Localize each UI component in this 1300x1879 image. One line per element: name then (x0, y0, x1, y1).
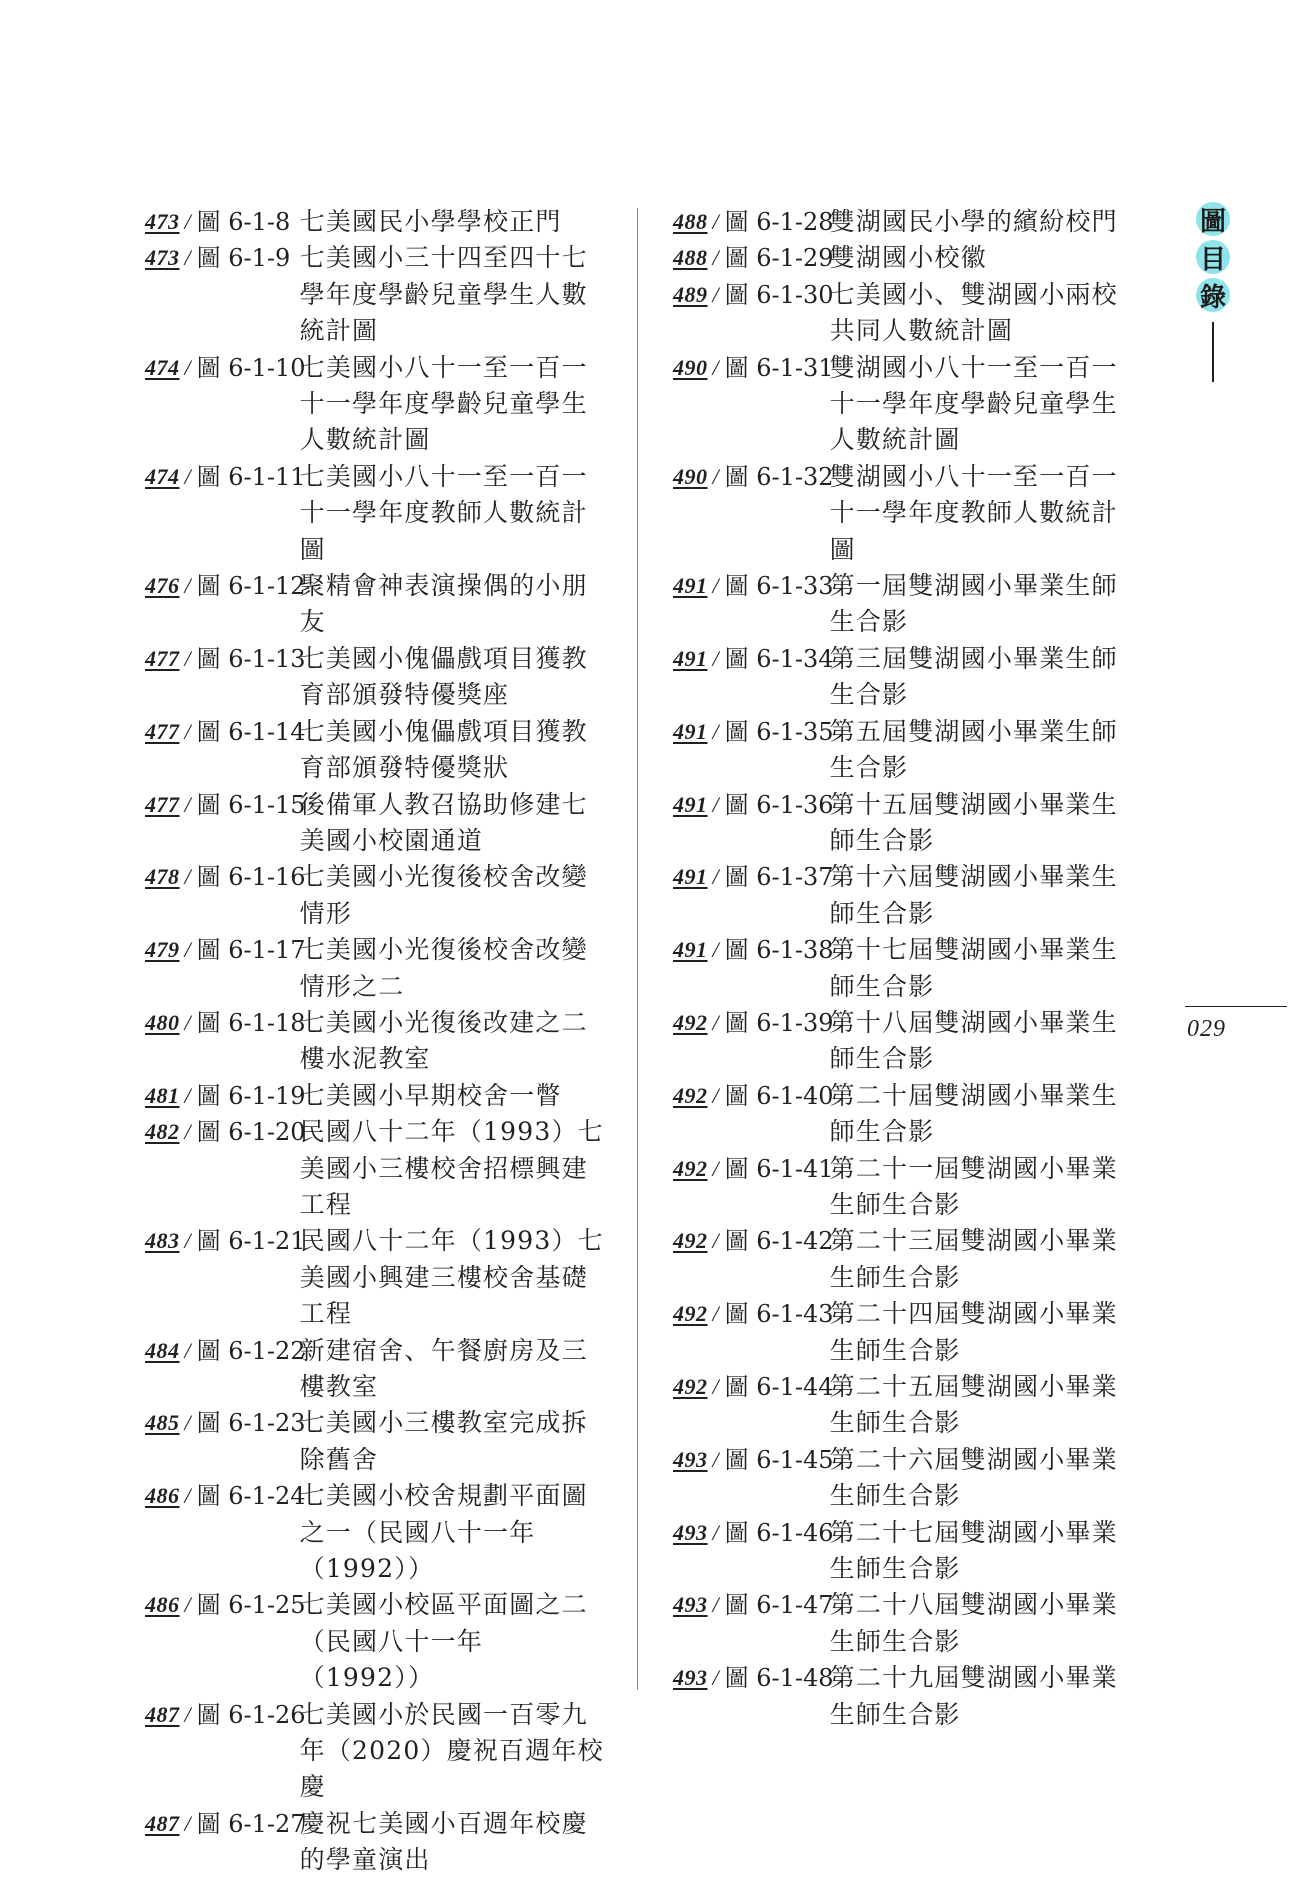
entry-figure-number: 圖 6-1-9 (196, 244, 291, 273)
entry-page-number[interactable]: 492 (673, 1301, 708, 1327)
entry-title: 七美國小傀儡戲項目獲教育部頒發特優獎狀 (299, 716, 588, 783)
toc-entry[interactable] (673, 240, 1143, 276)
entry-page-number[interactable]: 493 (673, 1519, 708, 1545)
entry-title: 第二十三屆雙湖國小畢業生師生合影 (829, 1226, 1118, 1292)
toc-entry[interactable] (673, 1369, 1143, 1442)
entry-page-number[interactable]: 477 (145, 791, 180, 817)
entry-page-number[interactable]: 492 (673, 1374, 708, 1399)
entry-separator: / (184, 1337, 191, 1363)
entry-separator: / (712, 1009, 719, 1035)
column-divider (637, 208, 638, 1690)
entry-separator: / (184, 573, 191, 599)
entry-separator: / (712, 1374, 719, 1399)
toc-column-right (673, 204, 1143, 1733)
entry-figure-number: 圖 6-1-26 (196, 1700, 306, 1729)
entry-separator: / (184, 718, 191, 744)
entry-figure-number: 圖 6-1-45 (724, 1445, 834, 1474)
entry-separator: / (184, 1701, 191, 1727)
entry-title: 七美國小早期校舍一瞥 (299, 1080, 562, 1110)
entry-separator: / (184, 791, 191, 817)
entry-separator: / (184, 864, 191, 890)
entry-title: 慶祝七美國小百週年校慶的學童演出 (299, 1808, 588, 1875)
entry-page-number[interactable]: 492 (673, 1009, 708, 1035)
side-title-char-2: 目 (1196, 240, 1230, 274)
entry-page-number[interactable]: 487 (145, 1701, 180, 1727)
entry-separator: / (184, 1592, 191, 1618)
entry-title: 第二十五屆雙湖國小畢業生師生合影 (829, 1372, 1118, 1438)
entry-separator: / (712, 1446, 719, 1472)
section-side-title (1195, 202, 1231, 382)
entry-separator: / (712, 864, 719, 890)
entry-title: 民國八十二年（1993）七美國小興建三樓校舍基礎工程 (299, 1226, 604, 1329)
entry-separator: / (712, 1082, 719, 1108)
toc-entry[interactable] (145, 1078, 605, 1114)
entry-separator: / (712, 573, 719, 599)
entry-page-number[interactable]: 477 (145, 645, 180, 671)
toc-entry[interactable] (145, 859, 605, 932)
entry-figure-number: 圖 6-1-25 (196, 1591, 306, 1620)
entry-separator: / (184, 1810, 191, 1836)
entry-separator: / (184, 1483, 191, 1509)
toc-entry[interactable] (145, 1333, 605, 1406)
entry-title: 第十七屆雙湖國小畢業生師生合影 (829, 935, 1118, 1001)
toc-entry[interactable] (673, 1515, 1143, 1588)
toc-entry[interactable] (673, 1078, 1143, 1151)
entry-page-number[interactable]: 493 (673, 1446, 708, 1472)
toc-entry[interactable] (673, 859, 1143, 932)
toc-entry[interactable] (673, 787, 1143, 860)
entry-title: 七美國小傀儡戲項目獲教育部頒發特優獎座 (299, 643, 588, 710)
entry-page-number[interactable]: 474 (145, 463, 180, 489)
entry-title: 七美國小八十一至一百一十一學年度學齡兒童學生人數統計圖 (299, 352, 588, 455)
entry-separator: / (712, 1665, 719, 1691)
toc-entry[interactable] (145, 240, 605, 349)
toc-entry[interactable] (145, 568, 605, 641)
entry-separator: / (712, 1519, 719, 1545)
entry-title: 七美國民小學學校正門 (299, 207, 562, 236)
entry-figure-number: 圖 6-1-48 (724, 1664, 834, 1693)
entry-page-number[interactable]: 492 (673, 1155, 708, 1181)
entry-page-number[interactable]: 479 (145, 937, 180, 963)
entry-title: 七美國小校區平面圖之二（民國八十一年（1992）） (299, 1590, 588, 1693)
entry-separator: / (184, 245, 191, 271)
entry-title: 第二十屆雙湖國小畢業生師生合影 (829, 1080, 1118, 1147)
entry-title: 第二十四屆雙湖國小畢業生師生合影 (829, 1299, 1118, 1365)
entry-figure-number: 圖 6-1-41 (724, 1154, 834, 1183)
entry-title: 七美國小三十四至四十七學年度學齡兒童學生人數統計圖 (299, 243, 588, 346)
entry-separator: / (184, 463, 191, 489)
entry-figure-number: 圖 6-1-29 (724, 244, 834, 273)
entry-separator: / (184, 645, 191, 671)
entry-figure-number: 圖 6-1-34 (724, 644, 834, 673)
toc-entry[interactable] (145, 1223, 605, 1332)
entry-separator: / (712, 281, 719, 307)
entry-title: 聚精會神表演操偶的小朋友 (299, 571, 588, 637)
entry-separator: / (712, 209, 719, 234)
entry-separator: / (184, 1228, 191, 1254)
toc-entry[interactable] (673, 932, 1143, 1005)
entry-page-number[interactable]: 473 (145, 245, 180, 271)
entry-figure-number: 圖 6-1-24 (196, 1482, 306, 1511)
entry-separator: / (184, 209, 191, 234)
toc-entry[interactable] (673, 1005, 1143, 1078)
entry-title: 民國八十二年（1993）七美國小三樓校舍招標興建工程 (299, 1117, 604, 1219)
entry-figure-number: 圖 6-1-8 (196, 208, 291, 236)
toc-entry[interactable] (673, 1587, 1143, 1660)
entry-title: 第一屆雙湖國小畢業生師生合影 (829, 571, 1118, 637)
entry-page-number[interactable]: 490 (673, 354, 708, 380)
entry-figure-number: 圖 6-1-39 (724, 1008, 834, 1037)
entry-page-number[interactable]: 481 (145, 1082, 180, 1108)
toc-entry[interactable] (673, 641, 1143, 714)
entry-figure-number: 圖 6-1-22 (196, 1336, 306, 1365)
entry-figure-number: 圖 6-1-31 (724, 353, 834, 382)
entry-title: 雙湖國小八十一至一百一十一學年度學齡兒童學生人數統計圖 (829, 352, 1118, 455)
entry-title: 七美國小校舍規劃平面圖之一（民國八十一年（1992）） (299, 1481, 588, 1584)
entry-title: 七美國小光復後校舍改變情形之二 (299, 935, 588, 1001)
entry-title: 雙湖國小八十一至一百一十一學年度教師人數統計圖 (829, 461, 1118, 564)
entry-page-number[interactable]: 491 (673, 573, 708, 599)
entry-page-number[interactable]: 491 (673, 645, 708, 671)
entry-figure-number: 圖 6-1-44 (724, 1373, 834, 1401)
entry-figure-number: 圖 6-1-13 (196, 644, 306, 673)
entry-figure-number: 圖 6-1-33 (724, 572, 834, 601)
entry-page-number[interactable]: 483 (145, 1228, 180, 1254)
entry-separator: / (712, 354, 719, 380)
toc-entry[interactable] (673, 1442, 1143, 1515)
entry-figure-number: 圖 6-1-10 (196, 353, 306, 382)
toc-entry[interactable] (673, 204, 1143, 240)
entry-figure-number: 圖 6-1-16 (196, 863, 306, 892)
entry-separator: / (712, 1301, 719, 1327)
toc-entry[interactable] (673, 1223, 1143, 1296)
folio-rule (1185, 1006, 1287, 1007)
entry-page-number[interactable]: 485 (145, 1410, 180, 1436)
entry-separator: / (712, 937, 719, 963)
entry-separator: / (712, 645, 719, 671)
toc-entry[interactable] (673, 1296, 1143, 1369)
entry-separator: / (712, 791, 719, 817)
entry-figure-number: 圖 6-1-37 (724, 863, 834, 892)
page-number: 029 (1187, 1016, 1226, 1042)
entry-figure-number: 圖 6-1-14 (196, 717, 306, 746)
entry-title: 第二十一屆雙湖國小畢業生師生合影 (829, 1153, 1118, 1219)
entry-figure-number: 圖 6-1-23 (196, 1409, 306, 1438)
entry-page-number[interactable]: 480 (145, 1009, 180, 1035)
toc-entry[interactable] (145, 1587, 605, 1696)
entry-figure-number: 圖 6-1-40 (724, 1081, 834, 1110)
entry-title: 第十六屆雙湖國小畢業生師生合影 (829, 862, 1118, 928)
entry-page-number[interactable]: 478 (145, 864, 180, 890)
entry-page-number[interactable]: 493 (673, 1592, 708, 1618)
entry-figure-number: 圖 6-1-35 (724, 717, 834, 746)
entry-separator: / (712, 1228, 719, 1254)
entry-page-number[interactable]: 492 (673, 1228, 708, 1254)
side-title-char-1: 圖 (1196, 202, 1230, 236)
entry-title: 第二十六屆雙湖國小畢業生師生合影 (829, 1444, 1118, 1511)
toc-entry[interactable] (673, 1151, 1143, 1224)
entry-figure-number: 圖 6-1-42 (724, 1227, 834, 1256)
entry-figure-number: 圖 6-1-18 (196, 1008, 306, 1037)
entry-page-number[interactable]: 474 (145, 354, 180, 380)
toc-entry[interactable] (145, 1114, 605, 1223)
entry-separator: / (184, 1082, 191, 1108)
entry-title: 七美國小、雙湖國小兩校共同人數統計圖 (829, 279, 1118, 346)
entry-separator: / (712, 718, 719, 744)
entry-title: 七美國小八十一至一百一十一學年度教師人數統計圖 (299, 461, 588, 564)
entry-figure-number: 圖 6-1-19 (196, 1081, 306, 1110)
entry-figure-number: 圖 6-1-30 (724, 280, 834, 309)
entry-page-number[interactable]: 476 (145, 573, 180, 599)
entry-separator: / (184, 1009, 191, 1035)
entry-figure-number: 圖 6-1-17 (196, 936, 306, 965)
entry-figure-number: 圖 6-1-46 (724, 1518, 834, 1547)
entry-page-number[interactable]: 487 (145, 1810, 180, 1836)
entry-title: 雙湖國小校徽 (829, 243, 987, 273)
entry-separator: / (712, 1155, 719, 1181)
toc-entry[interactable] (145, 204, 605, 240)
entry-title: 新建宿舍、午餐廚房及三樓教室 (299, 1335, 588, 1401)
toc-entry[interactable] (145, 787, 605, 860)
entry-separator: / (184, 937, 191, 963)
entry-page-number[interactable]: 489 (673, 281, 708, 307)
entry-title: 七美國小三樓教室完成拆除舊舍 (299, 1408, 588, 1474)
entry-figure-number: 圖 6-1-27 (196, 1809, 306, 1838)
entry-title: 第五屆雙湖國小畢業生師生合影 (829, 716, 1118, 783)
entry-title: 七美國小光復後校舍改變情形 (299, 862, 588, 928)
entry-page-number[interactable]: 491 (673, 864, 708, 890)
entry-page-number[interactable]: 482 (145, 1119, 180, 1145)
entry-title: 第二十七屆雙湖國小畢業生師生合影 (829, 1517, 1118, 1584)
toc-entry[interactable] (145, 1697, 605, 1806)
toc-entry[interactable] (145, 1405, 605, 1478)
entry-title: 第二十八屆雙湖國小畢業生師生合影 (829, 1590, 1118, 1656)
entry-page-number[interactable]: 488 (673, 245, 708, 271)
entry-title: 第二十九屆雙湖國小畢業生師生合影 (829, 1663, 1118, 1729)
toc-entry[interactable] (673, 350, 1143, 459)
entry-page-number[interactable]: 491 (673, 937, 708, 963)
entry-separator: / (184, 1119, 191, 1145)
entry-separator: / (184, 1410, 191, 1436)
toc-entry[interactable] (145, 1806, 605, 1879)
entry-page-number[interactable]: 488 (673, 209, 708, 234)
toc-entry[interactable] (673, 1660, 1143, 1733)
entry-separator: / (712, 463, 719, 489)
side-title-rule (1212, 322, 1214, 382)
entry-figure-number: 圖 6-1-36 (724, 790, 834, 819)
entry-figure-number: 圖 6-1-47 (724, 1591, 834, 1620)
entry-page-number[interactable]: 477 (145, 718, 180, 744)
toc-entry[interactable] (673, 714, 1143, 787)
entry-title: 第十五屆雙湖國小畢業生師生合影 (829, 789, 1118, 855)
entry-figure-number: 圖 6-1-43 (724, 1300, 834, 1329)
toc-entry[interactable] (145, 1005, 605, 1078)
entry-figure-number: 圖 6-1-32 (724, 462, 834, 491)
entry-separator: / (712, 245, 719, 271)
entry-figure-number: 圖 6-1-11 (196, 462, 306, 491)
toc-entry[interactable] (145, 350, 605, 459)
entry-separator: / (184, 354, 191, 380)
entry-figure-number: 圖 6-1-28 (724, 208, 834, 236)
entry-page-number[interactable]: 486 (145, 1483, 180, 1509)
toc-entry[interactable] (145, 641, 605, 714)
entry-page-number[interactable]: 491 (673, 791, 708, 817)
entry-page-number[interactable]: 490 (673, 463, 708, 489)
entry-page-number[interactable]: 491 (673, 718, 708, 744)
entry-title: 第三屆雙湖國小畢業生師生合影 (829, 643, 1118, 710)
entry-figure-number: 圖 6-1-38 (724, 936, 834, 965)
entry-title: 雙湖國民小學的繽紛校門 (829, 207, 1118, 236)
toc-entry[interactable] (145, 1478, 605, 1587)
toc-entry[interactable] (145, 714, 605, 787)
entry-title: 七美國小於民國一百零九年（2020）慶祝百週年校慶 (299, 1699, 604, 1802)
entry-figure-number: 圖 6-1-21 (196, 1227, 306, 1256)
side-title-char-3: 錄 (1196, 278, 1230, 312)
toc-entry[interactable] (673, 277, 1143, 350)
entry-title: 第十八屆雙湖國小畢業生師生合影 (829, 1007, 1118, 1074)
entry-title: 七美國小光復後改建之二樓水泥教室 (299, 1007, 588, 1074)
entry-page-number[interactable]: 484 (145, 1337, 180, 1363)
entry-title: 後備軍人教召協助修建七美國小校園通道 (299, 789, 588, 855)
entry-page-number[interactable]: 473 (145, 209, 180, 234)
entry-page-number[interactable]: 486 (145, 1592, 180, 1618)
entry-page-number[interactable]: 493 (673, 1665, 708, 1691)
toc-entry[interactable] (145, 932, 605, 1005)
toc-entry[interactable] (673, 459, 1143, 568)
entry-figure-number: 圖 6-1-20 (196, 1118, 306, 1147)
entry-figure-number: 圖 6-1-12 (196, 572, 306, 601)
entry-separator: / (712, 1592, 719, 1618)
entry-page-number[interactable]: 492 (673, 1082, 708, 1108)
toc-entry[interactable] (673, 568, 1143, 641)
entry-figure-number: 圖 6-1-15 (196, 790, 306, 819)
toc-column-left (145, 204, 605, 1879)
toc-entry[interactable] (145, 459, 605, 568)
